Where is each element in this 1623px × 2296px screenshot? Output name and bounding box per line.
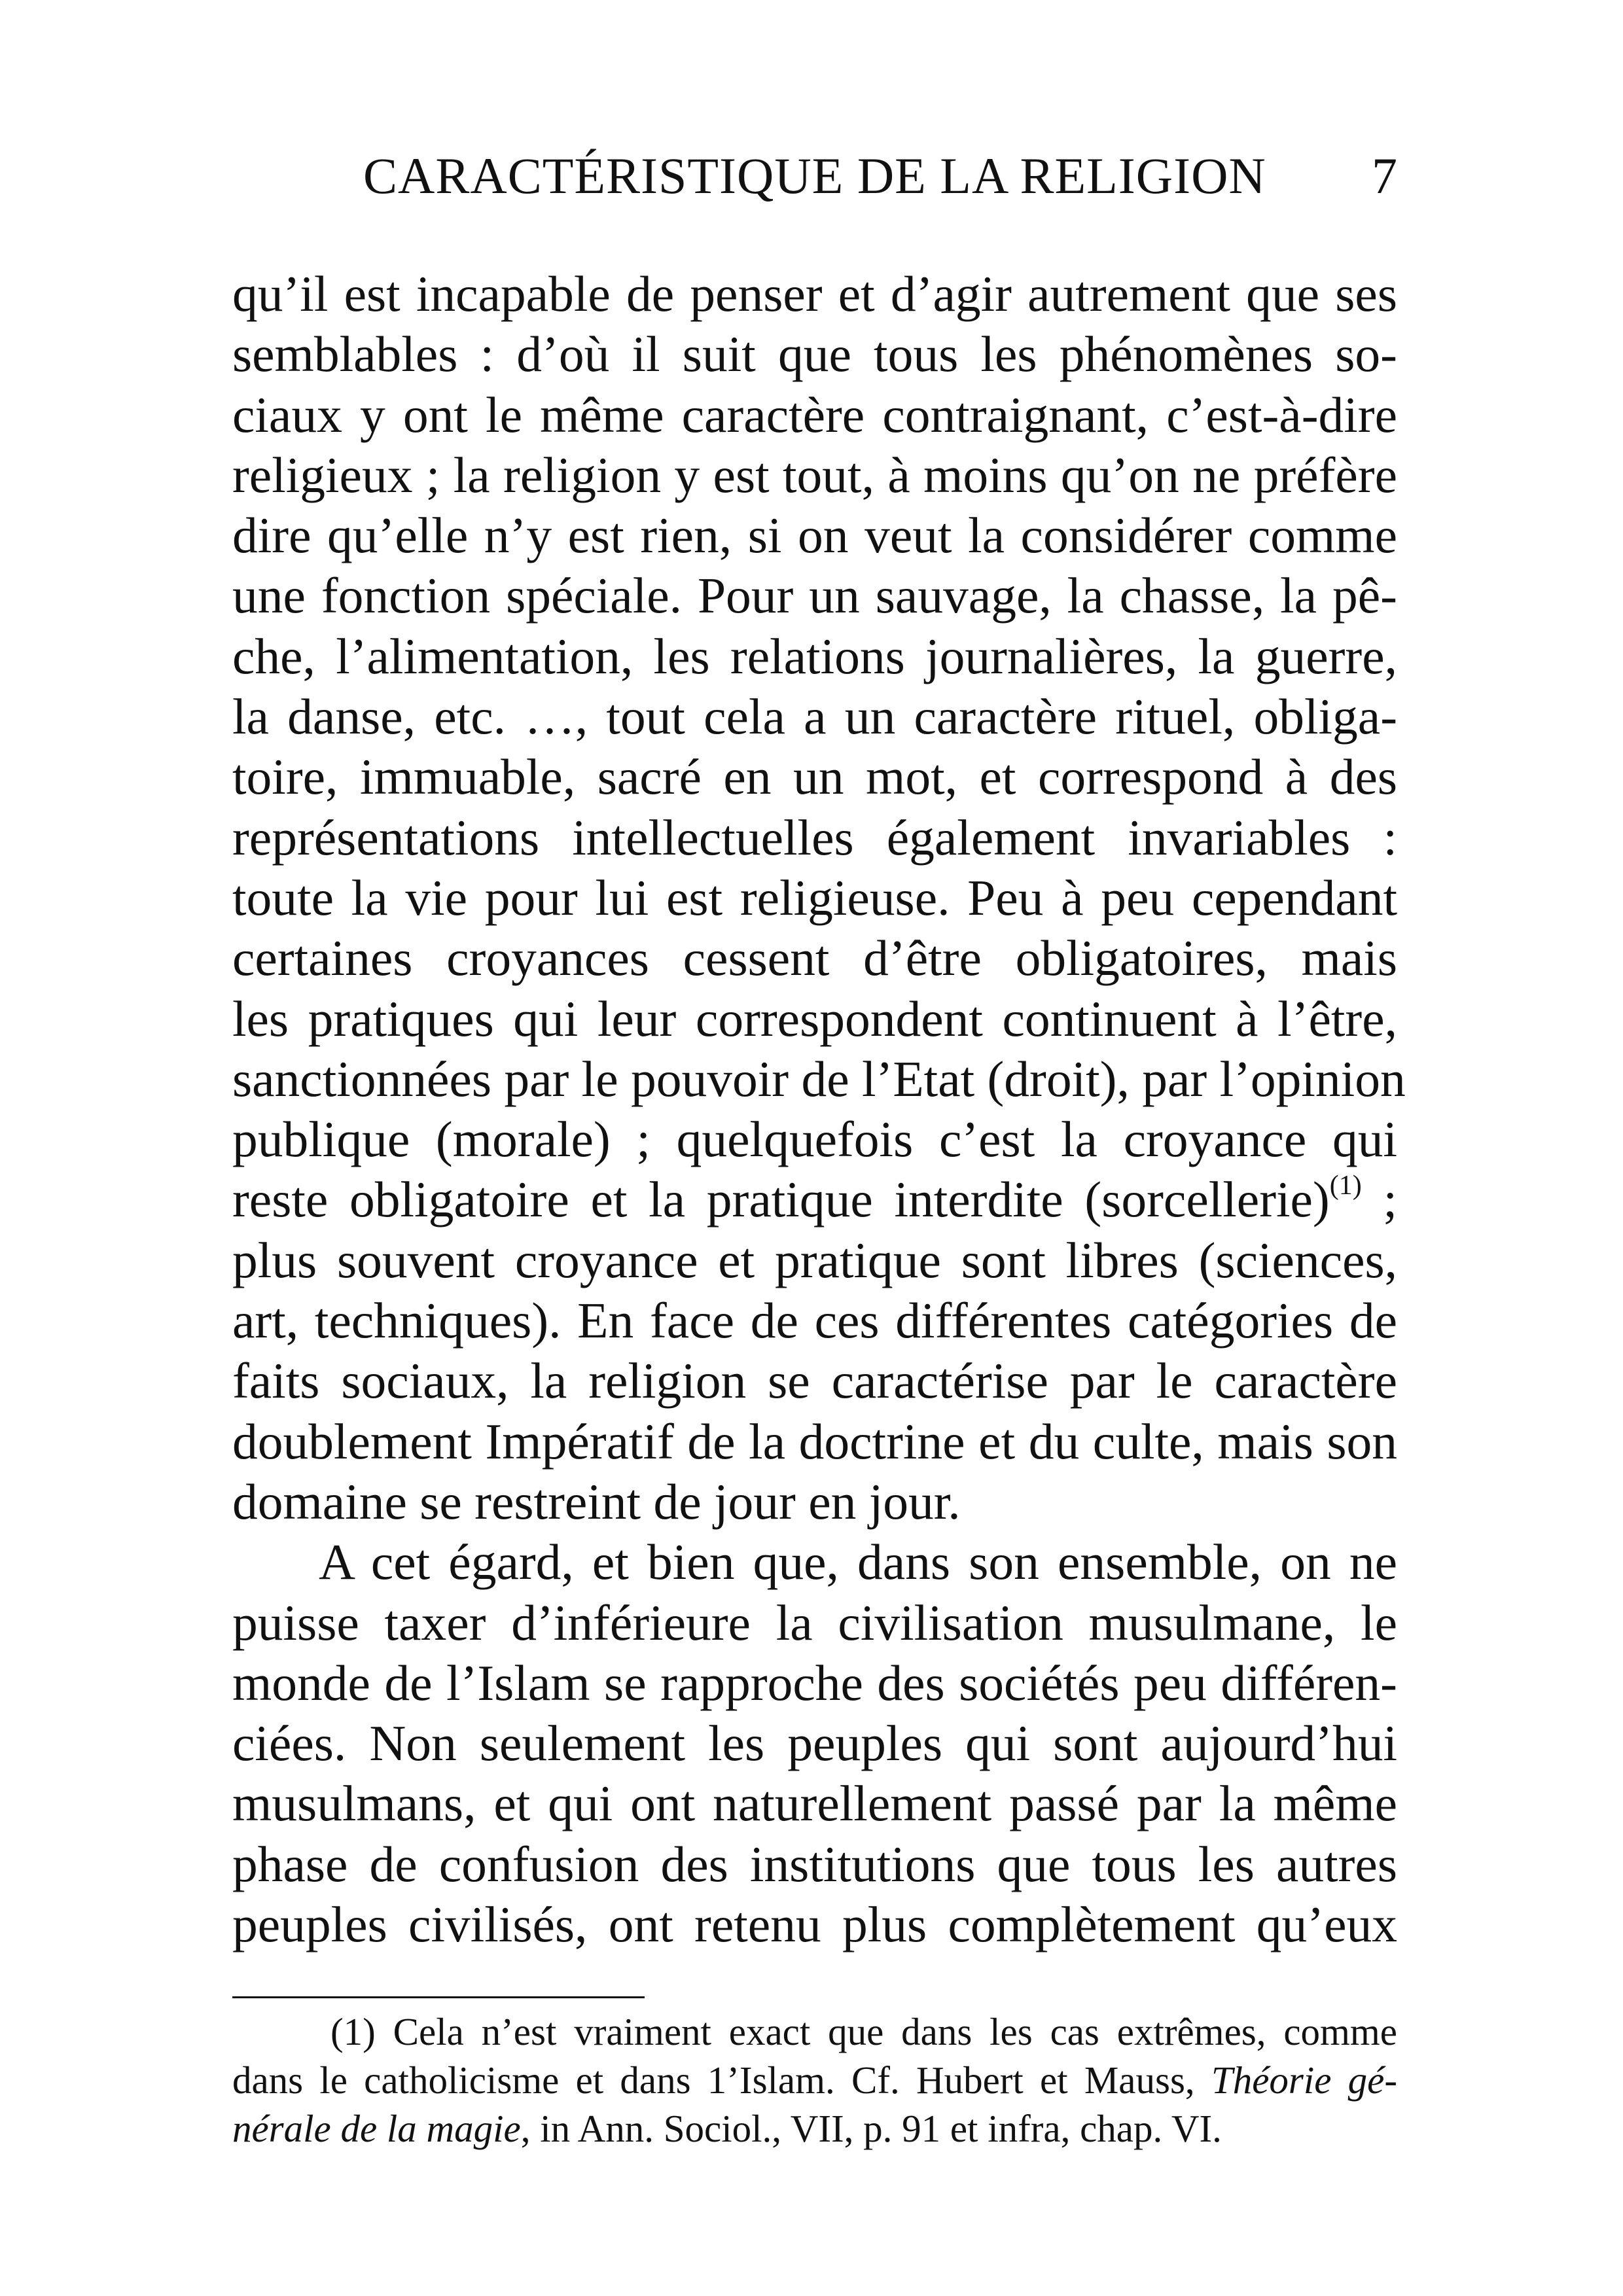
text-line: toute la vie pour lui est religieuse. Peu à peu cependant	[232, 869, 1397, 926]
text-line: religieux ; la religion y est tout, à moins qu’on ne préfère	[232, 446, 1397, 503]
text-line: une fonction spéciale. Pour un sauvage, la chasse, la pê-	[232, 567, 1397, 624]
text-line: A cet égard, et bien que, dans son ensemble, on ne	[319, 1534, 1397, 1591]
footnote-line	[232, 2056, 1397, 2104]
text-line: art, techniques). En face de ces différentes catégories de	[232, 1292, 1397, 1349]
text-line-trailing: ;	[1361, 1171, 1397, 1228]
text-line-with-footnote-ref	[232, 1169, 1397, 1229]
text-line: faits sociaux, la religion se caractérise par le caractère	[232, 1352, 1397, 1409]
text-line: musulmans, et qui ont naturellement passé par la même	[232, 1775, 1397, 1832]
text-line: les pratiques qui leur correspondent continuent à l’être,	[232, 990, 1397, 1047]
body-text	[232, 264, 1406, 1954]
text-line: plus souvent croyance et pratique sont libres (sciences,	[232, 1231, 1397, 1288]
text-line: qu’il est incapable de penser et d’agir autrement que ses	[232, 266, 1397, 322]
text-line: semblables : d’où il suit que tous les phénomènes so-	[232, 326, 1397, 383]
text-line: publique (morale) ; quelquefois c’est la croyance qui	[232, 1111, 1397, 1168]
text-line: monde de l’Islam se rapproche des sociétés peu différen-	[232, 1654, 1397, 1711]
text-line: ciées. Non seulement les peuples qui sont aujourd’hui	[232, 1715, 1397, 1772]
text-line: doublement Impératif de la doctrine et du culte, mais son	[232, 1413, 1397, 1470]
text-line: dire qu’elle n’y est rien, si on veut la considérer comme	[232, 507, 1397, 564]
running-head	[232, 140, 1397, 212]
text-line: toire, immuable, sacré en un mot, et correspond à des	[232, 749, 1397, 805]
footnotes	[232, 2007, 1397, 2153]
text-line: certaines croyances cessent d’être obligatoires, mais	[232, 930, 1397, 987]
text-line: che, l’alimentation, les relations journalières, la guerre,	[232, 627, 1397, 684]
footnote-book-title: nérale de la magie	[232, 2107, 521, 2150]
text-line: sanctionnées par le pouvoir de l’Etat (droit), par l’opinion	[232, 1050, 1406, 1107]
text-line: puisse taxer d’inférieure la civilisation musulmane, le	[232, 1594, 1397, 1651]
running-head-title: CARACTÉRISTIQUE DE LA RELIGION	[363, 147, 1266, 204]
footnote-book-title: Théorie gé-	[1211, 2058, 1397, 2102]
footnote-reference[interactable]: (1)	[1329, 1171, 1362, 1201]
page-number: 7	[1372, 147, 1397, 204]
text-line: domaine se restreint de jour en jour.	[232, 1473, 961, 1530]
text-line-content: reste obligatoire et la pratique interdite (sorcellerie)	[232, 1171, 1330, 1228]
footnote-text: , in Ann. Sociol., VII, p. 91 et infra, chap. VI.	[520, 2107, 1222, 2150]
footnote-line: (1) Cela n’est vraiment exact que dans les cas extrêmes, comme	[330, 2010, 1397, 2053]
text-line: ciaux y ont le même caractère contraignant, c’est-à-dire	[232, 386, 1397, 443]
text-line: la danse, etc. …, tout cela a un caractère rituel, obliga-	[232, 688, 1397, 745]
text-line: représentations intellectuelles également invariables :	[232, 809, 1397, 866]
footnote-line	[232, 2104, 1397, 2153]
text-line: peuples civilisés, ont retenu plus complètement qu’eux	[232, 1896, 1397, 1953]
footnote-text: dans le catholicisme et dans 1’Islam. Cf. Hubert et Mauss,	[232, 2058, 1211, 2102]
text-line: phase de confusion des institutions que tous les autres	[232, 1835, 1397, 1892]
footnote-divider	[232, 1996, 645, 1998]
